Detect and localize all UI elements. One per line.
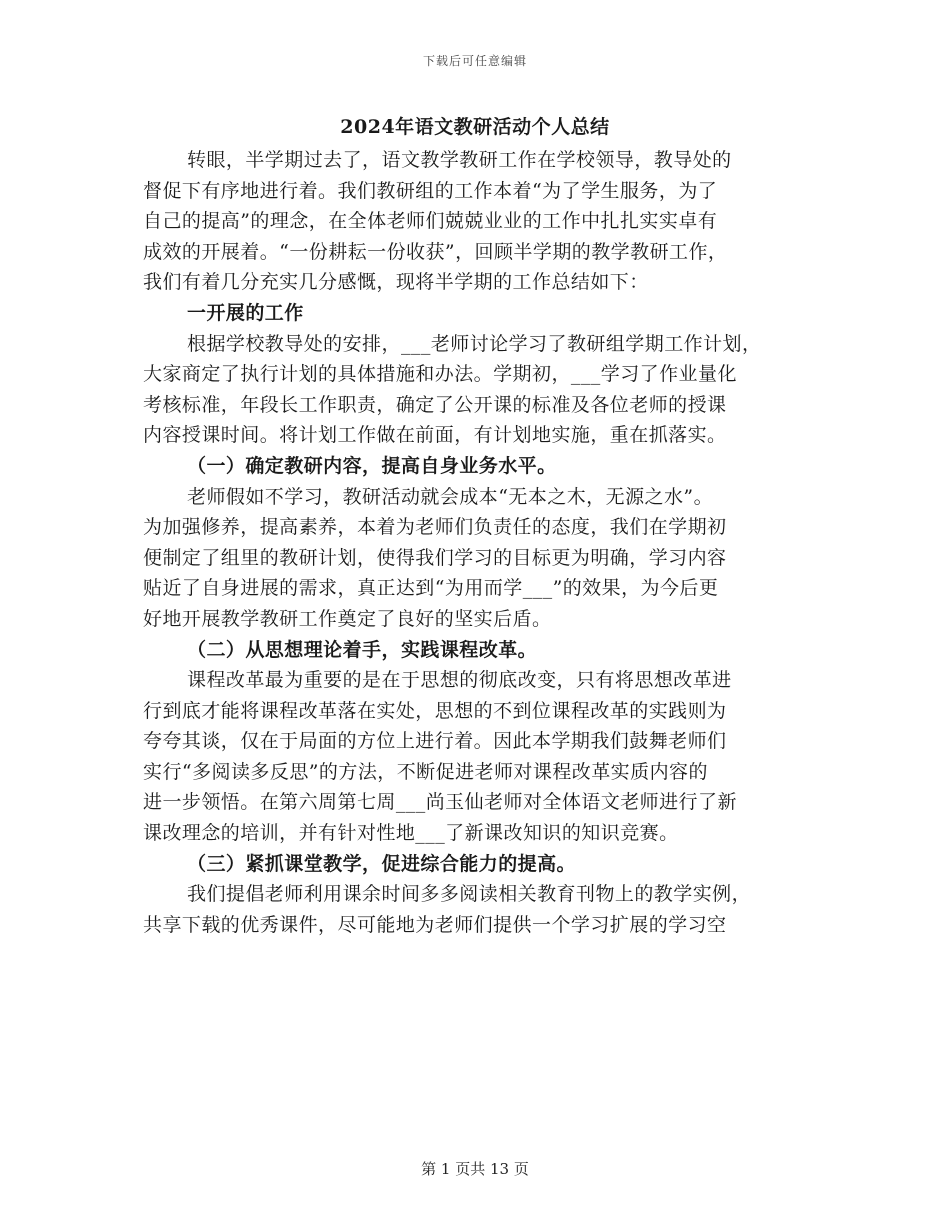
paragraph-line: 自己的提高”的理念，在全体老师们兢兢业业的工作中扎扎实实卓有 (143, 210, 718, 233)
paragraph-line: 转眼，半学期过去了，语文教学教研工作在学校领导，教导处的 (187, 149, 732, 171)
section-heading: （二）从思想理论着手，实践课程改革。 (187, 638, 538, 661)
paragraph-line: 共享下载的优秀课件，尽可能地为老师们提供一个学习扩展的学习空 (143, 913, 727, 936)
paragraph-line: 老师假如不学习，教研活动就会成本“无本之木，无源之水”。 (187, 485, 714, 508)
paragraph-line: 为加强修养，提高素养，本着为老师们负责任的态度，我们在学期初 (143, 516, 727, 539)
section-heading: 一开展的工作 (187, 301, 304, 324)
paragraph-line: 实行“多阅读多反思”的方法，不断促进老师对课程改革实质内容的 (143, 760, 708, 783)
paragraph-line: 课改理念的培训，并有针对性地___了新课改知识的知识竞赛。 (143, 822, 679, 845)
paragraph-line: 课程改革最为重要的是在于思想的彻底改变，只有将思想改革进 (187, 669, 732, 692)
paragraph-line: 考核标准，年段长工作职责，确定了公开课的标准及各位老师的授课 (143, 393, 727, 416)
paragraph-line: 成效的开展着。“一份耕耘一份收获”，回顾半学期的教学教研工作， (143, 240, 728, 263)
paragraph-line: 内容授课时间。将计划工作做在前面，有计划地实施，重在抓落实。 (143, 424, 727, 447)
paragraph-line: 夸夸其谈，仅在于局面的方位上进行着。因此本学期我们鼓舞老师们 (143, 730, 727, 753)
section-heading: （一）确定教研内容，提高自身业务水平。 (187, 454, 557, 477)
paragraph-line: 督促下有序地进行着。我们教研组的工作本着“为了学生服务，为了 (143, 179, 718, 202)
document-body (143, 145, 805, 940)
paragraph-line: 我们有着几分充实几分感慨，现将半学期的工作总结如下： (143, 271, 649, 294)
paragraph-line: 便制定了组里的教研计划，使得我们学习的目标更为明确，学习内容 (143, 546, 727, 569)
paragraph-line: 我们提倡老师利用课余时间多多阅读相关教育刊物上的教学实例， (187, 883, 752, 906)
page-footer: 第 1 页共 13 页 (421, 1160, 529, 1178)
document-title: 2024年语文教研活动个人总结 (340, 116, 610, 138)
paragraph-line: 进一步领悟。在第六周第七周___尚玉仙老师对全体语文老师进行了新 (143, 791, 737, 814)
paragraph-line: 根据学校教导处的安排，___老师讨论学习了教研组学期工作计划， (187, 332, 762, 355)
paragraph-line: 行到底才能将课程改革落在实处，思想的不到位课程改革的实践则为 (143, 699, 727, 722)
paragraph-line: 大家商定了执行计划的具体措施和办法。学期初，___学习了作业量化 (143, 363, 737, 386)
section-heading: （三）紧抓课堂教学，促进综合能力的提高。 (187, 852, 577, 875)
paragraph-line: 好地开展教学教研工作奠定了良好的坚实后盾。 (143, 607, 552, 630)
paragraph-line: 贴近了自身进展的需求，真正达到“为用而学___”的效果，为今后更 (143, 577, 719, 600)
header-note: 下载后可任意编辑 (422, 54, 527, 68)
